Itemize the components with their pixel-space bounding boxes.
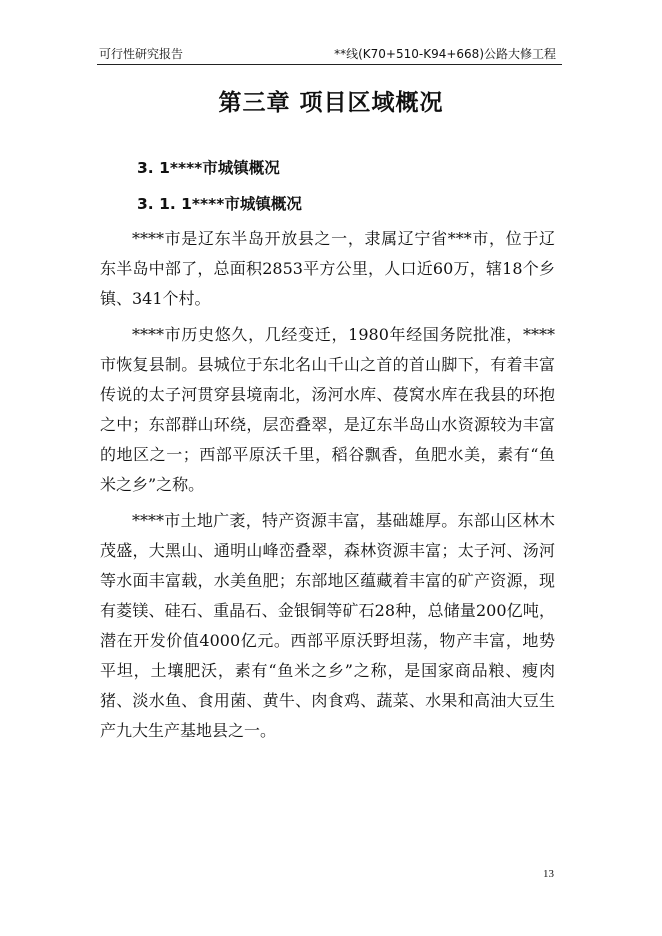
subsection-heading: 3. 1. 1****市城镇概况: [137, 195, 302, 213]
page-number: 13: [543, 868, 554, 880]
header-project-name: **线(K70+510-K94+668)公路大修工程: [334, 47, 556, 61]
section-heading: 3. 1****市城镇概况: [137, 159, 280, 177]
paragraph-history: ****市历史悠久，几经变迁，1980年经国务院批准，****市恢复县制。县城位于东北名山千山之首的首山脚下，有着丰富传说的太子河贯穿县境南北，汤河水库、葠窝水库在我县的环抱之中；东部群山环绕，层峦叠翠，是辽东半岛山水资源较为丰富的地区之一；西部平原沃千里，稻谷飘香，鱼肥水美，素有“鱼米之乡”之称。: [100, 325, 555, 494]
body-text: [100, 224, 555, 752]
header-report-type: 可行性研究报告: [99, 47, 184, 61]
page-header: [97, 44, 562, 65]
paragraph-resources: ****市土地广袤，特产资源丰富，基础雄厚。东部山区林木茂盛，大黑山、通明山峰峦叠翠，森林资源丰富；太子河、汤河等水面丰富载，水美鱼肥；东部地区蕴藏着丰富的矿产资源，现有菱镁、硅石、重晶石、金银铜等矿石28种，总储量200亿吨，潜在开发价值4000亿元。西部平原沃野坦荡，物产丰富，地势平坦，土壤肥沃，素有“鱼米之乡”之称，是国家商品粮、瘦肉猪、淡水鱼、食用菌、黄牛、肉食鸡、蔬菜、水果和高油大豆生产九大生产基地县之一。: [100, 511, 555, 740]
paragraph-overview: ****市是辽东半岛开放县之一，隶属辽宁省***市，位于辽东半岛中部了，总面积2853平方公里，人口近60万，辖18个乡镇、341个村。: [100, 229, 555, 308]
chapter-title: 第三章 项目区域概况: [218, 90, 444, 116]
